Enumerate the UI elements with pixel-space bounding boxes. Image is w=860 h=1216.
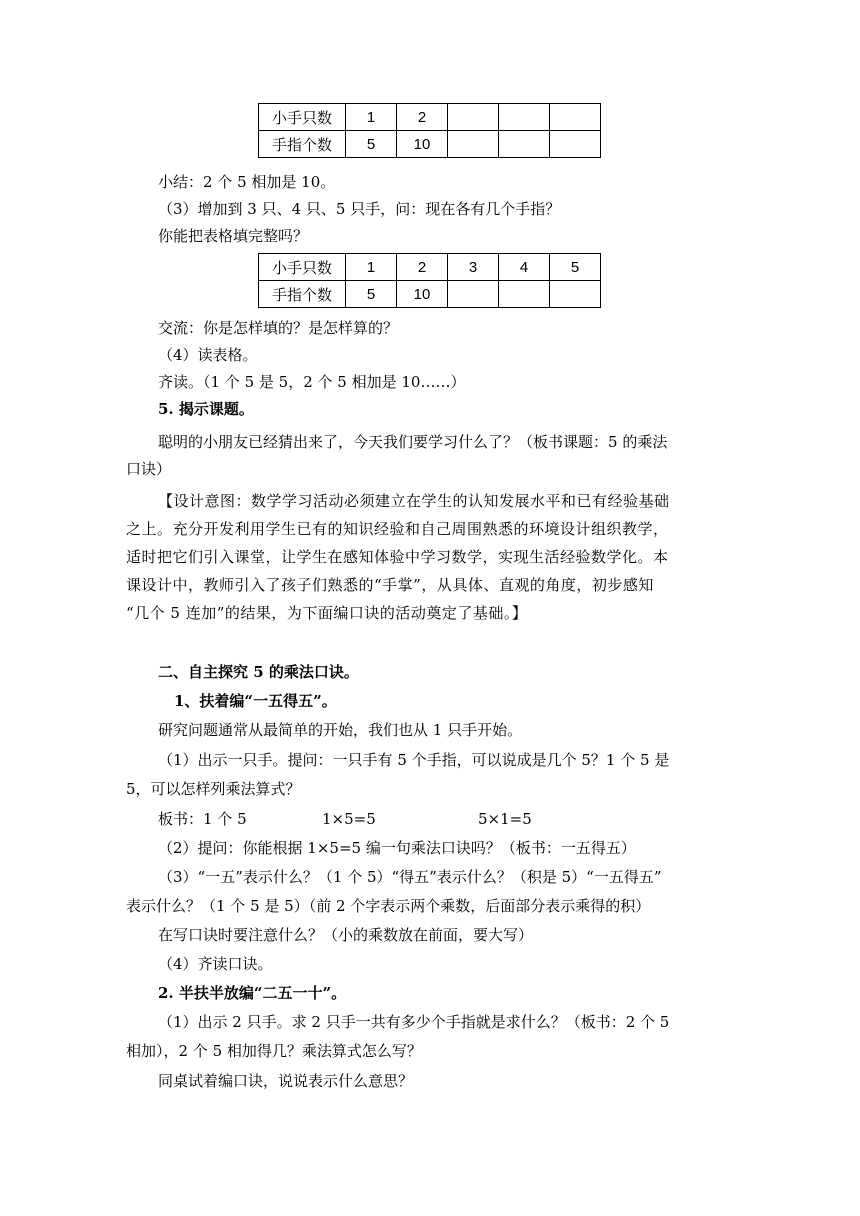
step4-text: （4）读表格。 (158, 346, 258, 364)
q2-text: （2）提问：你能根据 1×5=5 编一句乘法口诀吗？（板书：一五得五） (158, 839, 636, 857)
summary-text: 小结：2 个 5 相加是 10。 (158, 173, 336, 191)
q4-text: （4）齐读口诀。 (158, 955, 273, 973)
q1-text-line2: 5，可以怎样列乘法算式？ (126, 780, 301, 798)
table-cell (550, 281, 601, 308)
table-cell: 10 (397, 131, 448, 158)
table-row-label: 手指个数 (259, 131, 346, 158)
table-cell: 5 (550, 254, 601, 281)
table-cell (499, 104, 550, 131)
table-row-label: 小手只数 (259, 104, 346, 131)
table-cell (499, 131, 550, 158)
table-row (259, 254, 601, 281)
part2-heading: 二、自主探究 5 的乘法口诀。 (158, 663, 359, 681)
table-row-label: 手指个数 (259, 281, 346, 308)
board-writing-b: 1×5=5 (322, 810, 376, 828)
table-cell (448, 131, 499, 158)
table-cell: 3 (448, 254, 499, 281)
design-intent-line5: “几个 5 连加”的结果，为下面编口诀的活动奠定了基础。】 (126, 604, 528, 622)
research-text: 研究问题通常从最简单的开始，我们也从 1 只手开始。 (158, 721, 523, 739)
table-cell: 1 (346, 254, 397, 281)
board-writing-c: 5×1=5 (478, 810, 532, 828)
table-cell (499, 281, 550, 308)
hand-finger-table-1 (258, 103, 601, 158)
read-together-text: 齐读。（1 个 5 是 5，2 个 5 相加是 10……） (158, 373, 466, 391)
table-cell: 2 (397, 254, 448, 281)
table-cell (448, 104, 499, 131)
table-cell (448, 281, 499, 308)
step3-text: （3）增加到 3 只、4 只、5 只手，问：现在各有几个手指？ (158, 200, 561, 218)
table-row (259, 281, 601, 308)
table-cell (550, 131, 601, 158)
partner-text: 同桌试着编口诀，说说表示什么意思？ (158, 1072, 414, 1090)
section5-heading: 5. 揭示课题。 (158, 400, 254, 418)
design-intent-line1: 【设计意图：数学学习活动必须建立在学生的认知发展水平和已有经验基础 (158, 492, 670, 510)
q5-text-line1: （1）出示 2 只手。求 2 只手一共有多少个手指就是求什么？（板书：2 个 5 (158, 1013, 670, 1031)
table-row (259, 131, 601, 158)
exchange-text: 交流：你是怎样填的？是怎样算的？ (158, 319, 399, 337)
table-row (259, 104, 601, 131)
reveal-text-line2: 口诀） (126, 460, 172, 478)
hand-finger-table-2 (258, 253, 601, 308)
table-cell: 5 (346, 281, 397, 308)
attention-text: 在写口诀时要注意什么？（小的乘数放在前面，要大写） (158, 926, 534, 944)
design-intent-line3: 适时把它们引入课堂，让学生在感知体验中学习数学，实现生活经验数学化。本 (126, 548, 669, 566)
sub2-heading: 2. 半扶半放编“二五一十”。 (158, 984, 347, 1002)
table-cell: 10 (397, 281, 448, 308)
table-row-label: 小手只数 (259, 254, 346, 281)
table-cell: 4 (499, 254, 550, 281)
table-cell: 5 (346, 131, 397, 158)
q3-text-line2: 表示什么？（1 个 5 是 5）（前 2 个字表示两个乘数，后面部分表示乘得的积） (126, 897, 651, 915)
q3-text-line1: （3）“一五”表示什么？（1 个 5）“得五”表示什么？（积是 5）“一五得五” (158, 868, 662, 886)
sub1-heading: 1、扶着编“一五得五”。 (174, 692, 337, 710)
reveal-text-line1: 聪明的小朋友已经猜出来了，今天我们要学习什么了？（板书课题：5 的乘法 (158, 433, 668, 451)
table-cell: 2 (397, 104, 448, 131)
board-writing-a: 板书：1 个 5 (158, 810, 247, 828)
design-intent-line4: 课设计中，教师引入了孩子们熟悉的“手掌”，从具体、直观的角度，初步感知 (126, 576, 654, 594)
fill-question-text: 你能把表格填完整吗？ (158, 227, 309, 245)
table-cell: 1 (346, 104, 397, 131)
q1-text-line1: （1）出示一只手。提问：一只手有 5 个手指，可以说成是几个 5？1 个 5 是 (158, 751, 670, 769)
design-intent-line2: 之上。充分开发利用学生已有的知识经验和自己周围熟悉的环境设计组织教学， (126, 520, 669, 538)
q5-text-line2: 相加），2 个 5 相加得几？乘法算式怎么写？ (126, 1042, 422, 1060)
table-cell (550, 104, 601, 131)
